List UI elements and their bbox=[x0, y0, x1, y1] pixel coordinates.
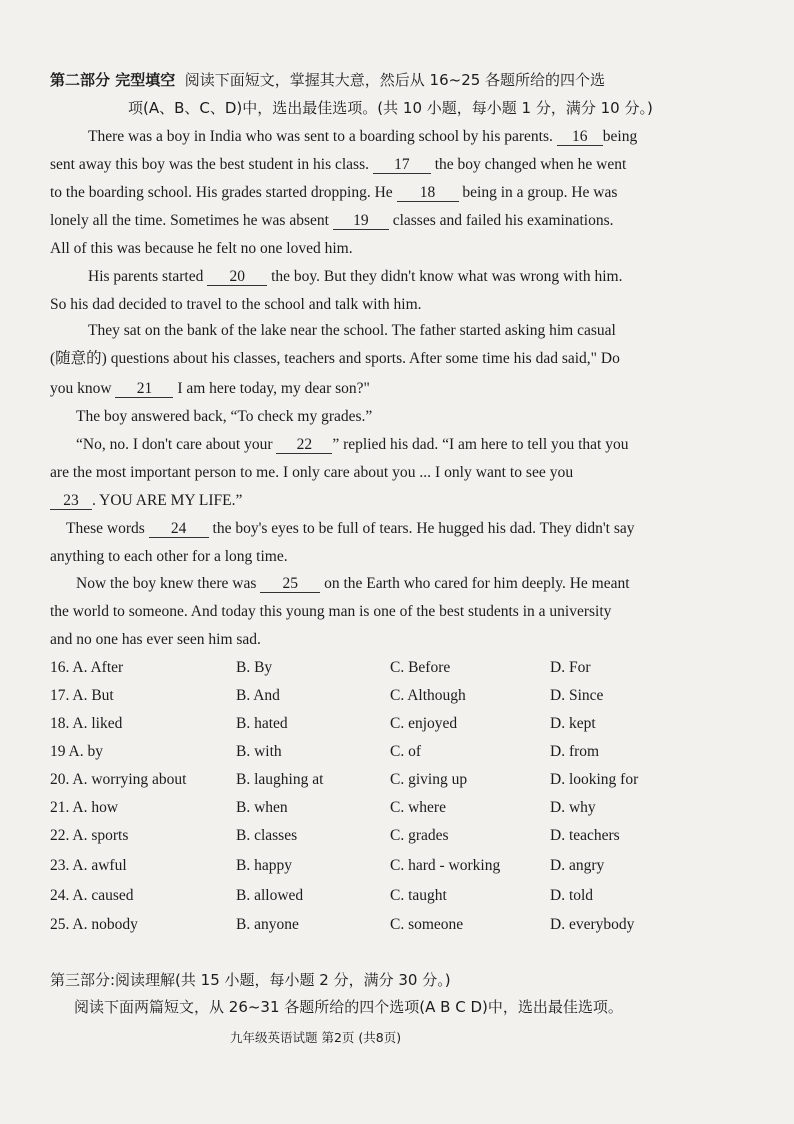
passage-line-8: They sat on the bank of the lake near the school. The father started asking him casual bbox=[88, 322, 616, 339]
passage-text: Now the boy knew there was bbox=[76, 575, 257, 592]
option-a: 21. A. how bbox=[50, 799, 119, 816]
passage-text: the boy. But they didn't know what was wrong with him. bbox=[271, 268, 623, 285]
option-a: 25. A. nobody bbox=[50, 916, 138, 933]
blank-17: 17 bbox=[373, 157, 431, 174]
passage-line-2 bbox=[50, 155, 626, 175]
option-b: B. By bbox=[236, 659, 273, 676]
blank-21: 21 bbox=[115, 381, 173, 398]
passage-text: being bbox=[602, 128, 638, 145]
blank-18: 18 bbox=[397, 185, 459, 202]
option-d: D. from bbox=[550, 743, 600, 760]
option-b: B. when bbox=[236, 799, 288, 816]
option-c: C. grades bbox=[390, 827, 449, 844]
option-c: C. hard - working bbox=[390, 857, 501, 874]
passage-line-19: and no one has ever seen him sad. bbox=[50, 631, 261, 648]
passage-line-14 bbox=[50, 491, 242, 511]
option-b: B. with bbox=[236, 743, 282, 760]
passage-line-13: are the most important person to me. I only care about you ... I only want to see you bbox=[50, 464, 574, 481]
option-b: B. anyone bbox=[236, 916, 299, 933]
blank-20: 20 bbox=[207, 269, 267, 286]
section3-instruction: 阅读下面两篇短文，从 26~31 各题所给的四个选项(A B C D)中，选出最佳选项。 bbox=[74, 998, 623, 1016]
passage-line-12 bbox=[76, 435, 629, 455]
option-a: 22. A. sports bbox=[50, 827, 129, 844]
option-c: C. taught bbox=[390, 887, 447, 904]
passage-line-11: The boy answered back, “To check my grades.” bbox=[76, 408, 373, 425]
blank-22: 22 bbox=[276, 437, 332, 454]
passage-line-3 bbox=[50, 183, 617, 203]
section2-instruction-1: 阅读下面短文，掌握其大意，然后从 16~25 各题所给的四个选 bbox=[184, 71, 606, 89]
option-d: D. why bbox=[550, 799, 596, 816]
option-b: B. allowed bbox=[236, 887, 304, 904]
option-b: B. hated bbox=[236, 715, 288, 732]
option-a: 24. A. caused bbox=[50, 887, 134, 904]
option-a: 18. A. liked bbox=[50, 715, 123, 732]
passage-line-10 bbox=[50, 379, 370, 399]
passage-line-1 bbox=[88, 127, 637, 147]
section2-heading bbox=[50, 70, 605, 90]
option-d: D. angry bbox=[550, 857, 605, 874]
option-b: B. laughing at bbox=[236, 771, 324, 788]
section2-title: 第二部分 完型填空 bbox=[50, 71, 176, 89]
option-d: D. teachers bbox=[550, 827, 620, 844]
option-b: B. happy bbox=[236, 857, 292, 874]
passage-text: . YOU ARE MY LIFE.” bbox=[92, 492, 243, 509]
option-d: D. kept bbox=[550, 715, 596, 732]
option-c: C. enjoyed bbox=[390, 715, 458, 732]
option-c: C. Before bbox=[390, 659, 451, 676]
passage-text: to the boarding school. His grades started dropping. He bbox=[50, 184, 393, 201]
passage-line-4 bbox=[50, 211, 614, 231]
option-a: 23. A. awful bbox=[50, 857, 127, 874]
option-a: 19 A. by bbox=[50, 743, 103, 760]
passage-text: I am here today, my dear son?" bbox=[177, 380, 370, 397]
passage-text: on the Earth who cared for him deeply. He meant bbox=[324, 575, 630, 592]
section2-instruction-2: 项(A、B、C、D)中，选出最佳选项。(共 10 小题，每小题 1 分，满分 10 分。) bbox=[128, 99, 653, 117]
page-footer: 九年级英语试题 第2页 (共8页) bbox=[230, 1030, 402, 1045]
passage-text: These words bbox=[66, 520, 145, 537]
blank-25: 25 bbox=[260, 576, 320, 593]
option-a: 16. A. After bbox=[50, 659, 124, 676]
option-c: C. giving up bbox=[390, 771, 468, 788]
passage-text: His parents started bbox=[88, 268, 204, 285]
passage-text: lonely all the time. Sometimes he was absent bbox=[50, 212, 329, 229]
passage-text: sent away this boy was the best student in his class. bbox=[50, 156, 369, 173]
option-d: D. told bbox=[550, 887, 594, 904]
passage-line-5: All of this was because he felt no one loved him. bbox=[50, 240, 353, 257]
blank-23: 23 bbox=[50, 493, 92, 510]
passage-text: you know bbox=[50, 380, 112, 397]
passage-line-9: (随意的) questions about his classes, teachers and sports. After some time his dad said," Do bbox=[50, 350, 620, 367]
section3-title: 第三部分:阅读理解(共 15 小题，每小题 2 分，满分 30 分。) bbox=[50, 971, 451, 989]
blank-16: 16 bbox=[557, 129, 603, 146]
passage-line-15 bbox=[66, 519, 635, 539]
option-c: C. someone bbox=[390, 916, 464, 933]
option-a: 17. A. But bbox=[50, 687, 114, 704]
passage-text: ” replied his dad. “I am here to tell you that you bbox=[332, 436, 629, 453]
passage-line-16: anything to each other for a long time. bbox=[50, 548, 288, 565]
blank-19: 19 bbox=[333, 213, 389, 230]
passage-line-18: the world to someone. And today this young man is one of the best students in a university bbox=[50, 603, 612, 620]
passage-text: the boy changed when he went bbox=[434, 156, 627, 173]
blank-24: 24 bbox=[149, 521, 209, 538]
passage-text: classes and failed his examinations. bbox=[392, 212, 614, 229]
option-c: C. Although bbox=[390, 687, 466, 704]
passage-text: being in a group. He was bbox=[462, 184, 618, 201]
passage-text: “No, no. I don't care about your bbox=[76, 436, 273, 453]
option-d: D. everybody bbox=[550, 916, 635, 933]
option-d: D. Since bbox=[550, 687, 604, 704]
passage-line-6 bbox=[88, 267, 622, 287]
option-b: B. classes bbox=[236, 827, 298, 844]
option-c: C. of bbox=[390, 743, 421, 760]
option-b: B. And bbox=[236, 687, 280, 704]
passage-text: There was a boy in India who was sent to a boarding school by his parents. bbox=[88, 128, 553, 145]
passage-line-7: So his dad decided to travel to the school and talk with him. bbox=[50, 296, 422, 313]
option-c: C. where bbox=[390, 799, 446, 816]
option-d: D. For bbox=[550, 659, 591, 676]
option-d: D. looking for bbox=[550, 771, 639, 788]
passage-line-17 bbox=[76, 574, 630, 594]
option-a: 20. A. worrying about bbox=[50, 771, 187, 788]
passage-text: the boy's eyes to be full of tears. He hugged his dad. They didn't say bbox=[212, 520, 635, 537]
